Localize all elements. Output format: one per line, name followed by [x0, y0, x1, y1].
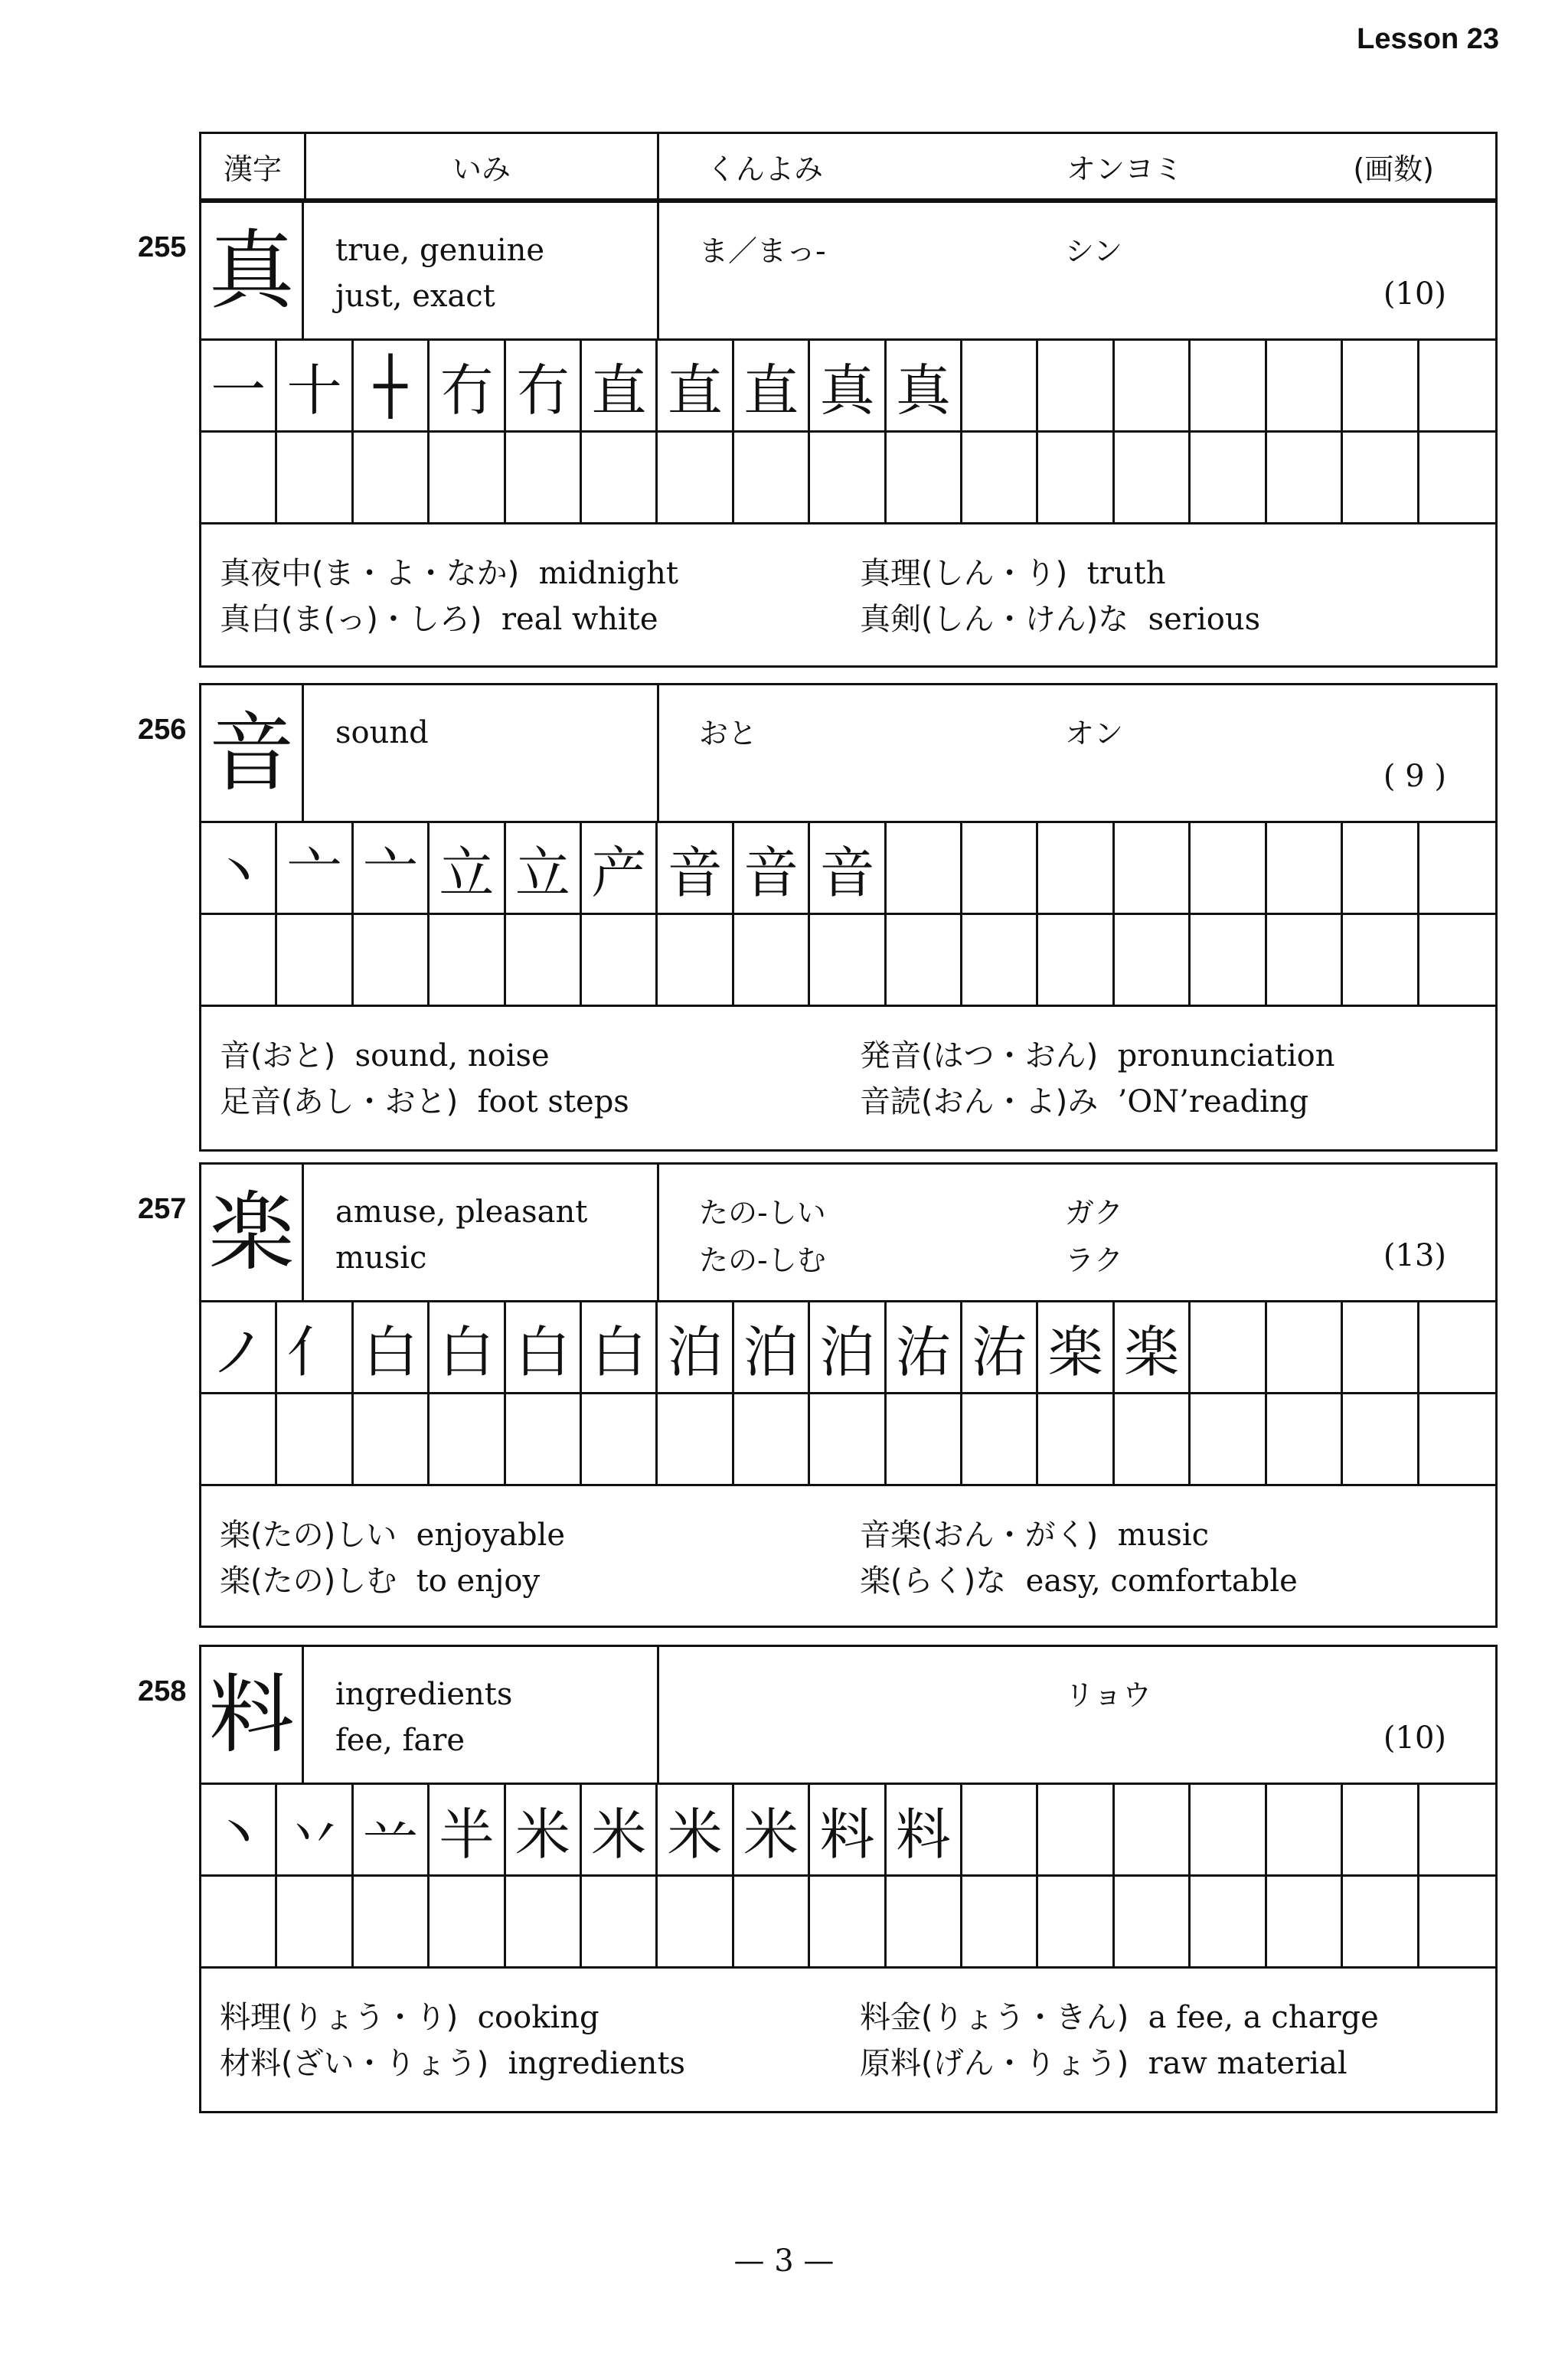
stroke-order-grid — [201, 1302, 1495, 1486]
stroke-cell: 料 — [810, 1785, 886, 1874]
on-reading — [1065, 227, 1122, 275]
stroke-cell — [1115, 1785, 1191, 1874]
vocabulary — [201, 1007, 1495, 1119]
stroke-cell: 产 — [582, 823, 658, 913]
stroke-cell: 半 — [430, 1785, 505, 1874]
kun-line: たの-しむ — [699, 1243, 826, 1277]
meaning-line: just, exact — [335, 279, 495, 314]
practice-cell — [1267, 1394, 1343, 1484]
stroke-cell: 泊 — [810, 1302, 886, 1392]
vocab-item — [220, 1033, 629, 1079]
practice-cell — [1191, 915, 1266, 1005]
meaning-line: ingredients — [335, 1677, 513, 1712]
practice-cell — [1038, 915, 1114, 1005]
stroke-cell: 亠 — [277, 823, 353, 913]
practice-cell — [1038, 1877, 1114, 1966]
entry-info — [201, 1165, 1495, 1302]
kun-line: たの-しい — [699, 1196, 826, 1230]
stroke-cell — [962, 1785, 1038, 1874]
kun-reading — [699, 710, 757, 757]
stroke-cell — [1267, 341, 1343, 430]
stroke-cell: 立 — [430, 823, 505, 913]
vocab-column — [860, 1033, 1335, 1125]
stroke-cell — [1038, 823, 1114, 913]
stroke-cell: 米 — [506, 1785, 582, 1874]
practice-cell — [430, 1394, 505, 1484]
header-on: オンヨミ — [1067, 152, 1184, 186]
entry-number: 255 — [138, 231, 187, 263]
stroke-cell: 米 — [658, 1785, 733, 1874]
vocab-japanese: 真夜中(ま・よ・なか) — [220, 556, 520, 591]
practice-cell — [506, 433, 582, 522]
stroke-cell: 泊 — [658, 1302, 733, 1392]
stroke-cell — [1267, 1785, 1343, 1874]
vocab-english: to enjoy — [416, 1564, 541, 1599]
practice-cell — [658, 915, 733, 1005]
vocab-item — [860, 551, 1260, 596]
stroke-cell: 白 — [506, 1302, 582, 1392]
practice-cell — [1038, 1394, 1114, 1484]
stroke-order-grid — [201, 1785, 1495, 1969]
kanji-entry — [199, 201, 1498, 668]
entry-info — [201, 1647, 1495, 1785]
header-kanji: 漢字 — [201, 134, 306, 198]
stroke-cell — [1419, 1785, 1495, 1874]
vocab-japanese: 楽(たの)しむ — [220, 1564, 397, 1599]
vocab-item — [220, 1079, 629, 1125]
vocab-item — [860, 1079, 1335, 1125]
practice-cell — [1419, 433, 1495, 522]
vocab-item — [860, 1033, 1335, 1079]
vocab-english: real white — [501, 602, 658, 637]
stroke-count: (13) — [1383, 1238, 1446, 1273]
vocab-japanese: 音(おと) — [220, 1038, 336, 1073]
vocabulary — [201, 1969, 1495, 2081]
vocab-japanese: 音読(おん・よ)み — [860, 1084, 1099, 1119]
practice-cell — [354, 1394, 430, 1484]
practice-cell — [277, 1877, 353, 1966]
practice-cell — [810, 433, 886, 522]
on-reading — [1065, 1671, 1152, 1719]
stroke-cell — [1191, 823, 1266, 913]
practice-cell — [201, 915, 277, 1005]
practice-cell — [1038, 433, 1114, 522]
stroke-order-row — [201, 1785, 1495, 1877]
stroke-cell: 音 — [734, 823, 810, 913]
stroke-order-grid — [201, 823, 1495, 1007]
stroke-cell: 亻 — [277, 1302, 353, 1392]
vocab-japanese: 真剣(しん・けん)な — [860, 602, 1129, 637]
kanji-character: 楽 — [201, 1165, 304, 1300]
header-strokes: (画数) — [1353, 152, 1434, 186]
header-imi: いみ — [306, 134, 659, 198]
vocab-japanese: 材料(ざい・りょう) — [220, 2046, 489, 2081]
practice-cell — [658, 1394, 733, 1484]
practice-cell — [354, 1877, 430, 1966]
vocab-item — [220, 1558, 565, 1604]
practice-cell — [810, 915, 886, 1005]
practice-cell — [506, 1877, 582, 1966]
practice-cell — [1115, 915, 1191, 1005]
vocab-english: music — [1117, 1518, 1210, 1553]
vocab-item — [220, 1512, 565, 1558]
kun-line: ま／まっ- — [699, 234, 826, 268]
practice-cell — [1343, 433, 1419, 522]
vocab-japanese: 料理(りょう・り) — [220, 2000, 459, 2035]
stroke-cell: 㳓 — [962, 1302, 1038, 1392]
vocab-english: pronunciation — [1117, 1038, 1335, 1073]
practice-cell — [1343, 1877, 1419, 1966]
vocab-column — [860, 1512, 1298, 1604]
practice-cell — [887, 433, 962, 522]
vocab-japanese: 音楽(おん・がく) — [860, 1518, 1099, 1553]
stroke-count: (10) — [1383, 276, 1446, 312]
practice-cell — [1419, 915, 1495, 1005]
practice-cell — [887, 915, 962, 1005]
stroke-cell — [1419, 823, 1495, 913]
stroke-cell: 丶 — [201, 823, 277, 913]
practice-cell — [734, 1877, 810, 1966]
page-number: — 3 — — [733, 2243, 835, 2279]
stroke-cell — [1038, 341, 1114, 430]
stroke-cell — [1343, 341, 1419, 430]
stroke-cell: 丷 — [277, 1785, 353, 1874]
practice-cell — [430, 915, 505, 1005]
vocab-japanese: 足音(あし・おと) — [220, 1084, 459, 1119]
vocab-japanese: 真理(しん・り) — [860, 556, 1068, 591]
practice-cell — [1191, 1394, 1266, 1484]
practice-cell — [277, 433, 353, 522]
vocab-item — [220, 596, 678, 642]
entry-number: 256 — [138, 714, 187, 746]
stroke-cell — [887, 823, 962, 913]
stroke-cell: 䒑 — [354, 1785, 430, 1874]
vocab-column — [860, 551, 1260, 642]
stroke-cell: 直 — [658, 341, 733, 430]
practice-cell — [1343, 1394, 1419, 1484]
meaning-line: amuse, pleasant — [335, 1194, 588, 1230]
vocabulary — [201, 524, 1495, 637]
stroke-count: ( 9 ) — [1383, 759, 1446, 794]
practice-cell — [277, 915, 353, 1005]
stroke-cell — [1191, 341, 1266, 430]
table-header — [199, 132, 1498, 201]
stroke-cell: 直 — [734, 341, 810, 430]
kanji-character: 料 — [201, 1647, 304, 1783]
vocab-japanese: 真白(ま(っ)・しろ) — [220, 602, 482, 637]
on-line: オン — [1065, 717, 1124, 750]
meaning-line: music — [335, 1240, 427, 1276]
vocab-japanese: 料金(りょう・きん) — [860, 2000, 1129, 2035]
practice-row — [201, 433, 1495, 524]
stroke-cell — [1343, 1785, 1419, 1874]
vocab-english: easy, comfortable — [1025, 1564, 1298, 1599]
stroke-cell — [1115, 823, 1191, 913]
vocab-japanese: 楽(たの)しい — [220, 1518, 397, 1553]
practice-cell — [582, 915, 658, 1005]
vocab-english: sound, noise — [354, 1038, 550, 1073]
on-reading — [1065, 710, 1123, 757]
lesson-label: Lesson 23 — [1357, 23, 1499, 55]
practice-cell — [887, 1877, 962, 1966]
practice-cell — [277, 1394, 353, 1484]
stroke-cell — [1115, 341, 1191, 430]
stroke-cell: 白 — [430, 1302, 505, 1392]
practice-cell — [1343, 915, 1419, 1005]
kanji-entry — [199, 1162, 1498, 1628]
vocab-english: ’ON’reading — [1117, 1084, 1309, 1119]
vocab-item — [860, 2041, 1379, 2086]
kanji-entry — [199, 1645, 1498, 2113]
vocab-english: midnight — [538, 556, 678, 591]
stroke-cell — [1038, 1785, 1114, 1874]
stroke-cell — [962, 823, 1038, 913]
practice-cell — [1115, 1877, 1191, 1966]
stroke-cell: ノ — [201, 1302, 277, 1392]
stroke-cell: 冇 — [430, 341, 505, 430]
stroke-cell: 米 — [582, 1785, 658, 1874]
kanji-character: 真 — [201, 203, 304, 338]
kanji-meaning — [306, 685, 659, 821]
stroke-cell: 一 — [201, 341, 277, 430]
on-line: ラク — [1065, 1243, 1124, 1277]
practice-cell — [1191, 1877, 1266, 1966]
kanji-meaning — [306, 1647, 659, 1783]
practice-cell — [810, 1877, 886, 1966]
vocab-japanese: 原料(げん・りょう) — [860, 2046, 1129, 2081]
practice-cell — [734, 1394, 810, 1484]
stroke-cell: 泊 — [734, 1302, 810, 1392]
practice-cell — [962, 433, 1038, 522]
stroke-cell — [1343, 1302, 1419, 1392]
vocab-column — [220, 1995, 685, 2086]
stroke-cell: 立 — [506, 823, 582, 913]
practice-cell — [962, 1394, 1038, 1484]
practice-cell — [582, 1877, 658, 1966]
stroke-order-grid — [201, 341, 1495, 524]
practice-cell — [354, 433, 430, 522]
stroke-cell: 音 — [658, 823, 733, 913]
practice-cell — [430, 433, 505, 522]
practice-cell — [1267, 915, 1343, 1005]
vocab-english: foot steps — [477, 1084, 629, 1119]
vocabulary — [201, 1486, 1495, 1599]
practice-row — [201, 1877, 1495, 1969]
vocab-english: truth — [1086, 556, 1166, 591]
stroke-cell — [1419, 1302, 1495, 1392]
entry-number: 257 — [138, 1193, 187, 1225]
stroke-cell: 米 — [734, 1785, 810, 1874]
vocab-item — [220, 551, 678, 596]
vocab-column — [220, 1033, 629, 1125]
stroke-cell: 㳓 — [887, 1302, 962, 1392]
vocab-english: raw material — [1148, 2046, 1348, 2081]
vocab-english: cooking — [477, 2000, 599, 2035]
on-line: シン — [1065, 234, 1123, 268]
stroke-order-row — [201, 341, 1495, 433]
vocab-item — [220, 1995, 685, 2041]
practice-cell — [1419, 1394, 1495, 1484]
on-line: リョウ — [1065, 1678, 1152, 1712]
stroke-cell: 十 — [277, 341, 353, 430]
stroke-cell — [1267, 1302, 1343, 1392]
practice-cell — [1191, 433, 1266, 522]
stroke-cell: 料 — [887, 1785, 962, 1874]
kun-reading — [699, 227, 826, 275]
entry-info — [201, 685, 1495, 823]
practice-cell — [658, 433, 733, 522]
stroke-cell — [1343, 823, 1419, 913]
meaning-line: sound — [335, 715, 429, 750]
vocab-english: ingredients — [508, 2046, 686, 2081]
practice-cell — [734, 915, 810, 1005]
stroke-count: (10) — [1383, 1720, 1446, 1756]
kanji-meaning — [306, 1165, 659, 1300]
practice-cell — [506, 1394, 582, 1484]
vocab-japanese: 発音(はつ・おん) — [860, 1038, 1099, 1073]
practice-cell — [201, 433, 277, 522]
vocab-english: a fee, a charge — [1148, 2000, 1379, 2035]
practice-cell — [1267, 1877, 1343, 1966]
vocab-english: serious — [1148, 602, 1261, 637]
stroke-order-row — [201, 823, 1495, 915]
stroke-cell: 直 — [582, 341, 658, 430]
practice-row — [201, 1394, 1495, 1486]
practice-cell — [810, 1394, 886, 1484]
vocab-item — [860, 1512, 1298, 1558]
vocab-english: enjoyable — [416, 1518, 566, 1553]
vocab-item — [860, 1995, 1379, 2041]
stroke-cell: 楽 — [1115, 1302, 1191, 1392]
vocab-column — [220, 551, 678, 642]
header-kun: くんよみ — [707, 152, 824, 186]
practice-cell — [962, 915, 1038, 1005]
practice-cell — [582, 1394, 658, 1484]
stroke-cell: 丶 — [201, 1785, 277, 1874]
stroke-cell: 冇 — [506, 341, 582, 430]
stroke-cell — [1267, 823, 1343, 913]
vocab-column — [220, 1512, 565, 1604]
vocab-item — [860, 596, 1260, 642]
practice-cell — [1115, 433, 1191, 522]
practice-cell — [734, 433, 810, 522]
stroke-cell: 白 — [354, 1302, 430, 1392]
practice-cell — [658, 1877, 733, 1966]
stroke-cell: 真 — [887, 341, 962, 430]
on-line: ガク — [1065, 1196, 1124, 1230]
practice-cell — [506, 915, 582, 1005]
practice-cell — [962, 1877, 1038, 1966]
stroke-cell: 亠 — [354, 823, 430, 913]
meaning-line: true, genuine — [335, 233, 545, 268]
kanji-entry — [199, 683, 1498, 1152]
stroke-cell: ┼ — [354, 341, 430, 430]
stroke-cell: 白 — [582, 1302, 658, 1392]
vocab-item — [220, 2041, 685, 2086]
stroke-cell: 音 — [810, 823, 886, 913]
entry-info — [201, 203, 1495, 341]
stroke-cell — [1419, 341, 1495, 430]
kun-line: おと — [699, 717, 758, 750]
kanji-meaning — [306, 203, 659, 338]
stroke-cell: 真 — [810, 341, 886, 430]
vocab-item — [860, 1558, 1298, 1604]
practice-row — [201, 915, 1495, 1007]
stroke-order-row — [201, 1302, 1495, 1394]
practice-cell — [887, 1394, 962, 1484]
practice-cell — [201, 1394, 277, 1484]
stroke-cell — [1191, 1785, 1266, 1874]
vocab-japanese: 楽(らく)な — [860, 1564, 1007, 1599]
stroke-cell — [1191, 1302, 1266, 1392]
stroke-cell — [962, 341, 1038, 430]
meaning-line: fee, fare — [335, 1723, 466, 1758]
practice-cell — [1419, 1877, 1495, 1966]
kun-reading — [699, 1189, 826, 1284]
practice-cell — [1267, 433, 1343, 522]
practice-cell — [201, 1877, 277, 1966]
kanji-character: 音 — [201, 685, 304, 821]
on-reading — [1065, 1189, 1123, 1284]
practice-cell — [582, 433, 658, 522]
vocab-column — [860, 1995, 1379, 2086]
practice-cell — [354, 915, 430, 1005]
practice-cell — [1115, 1394, 1191, 1484]
practice-cell — [430, 1877, 505, 1966]
stroke-cell: 楽 — [1038, 1302, 1114, 1392]
entry-number: 258 — [138, 1675, 187, 1707]
